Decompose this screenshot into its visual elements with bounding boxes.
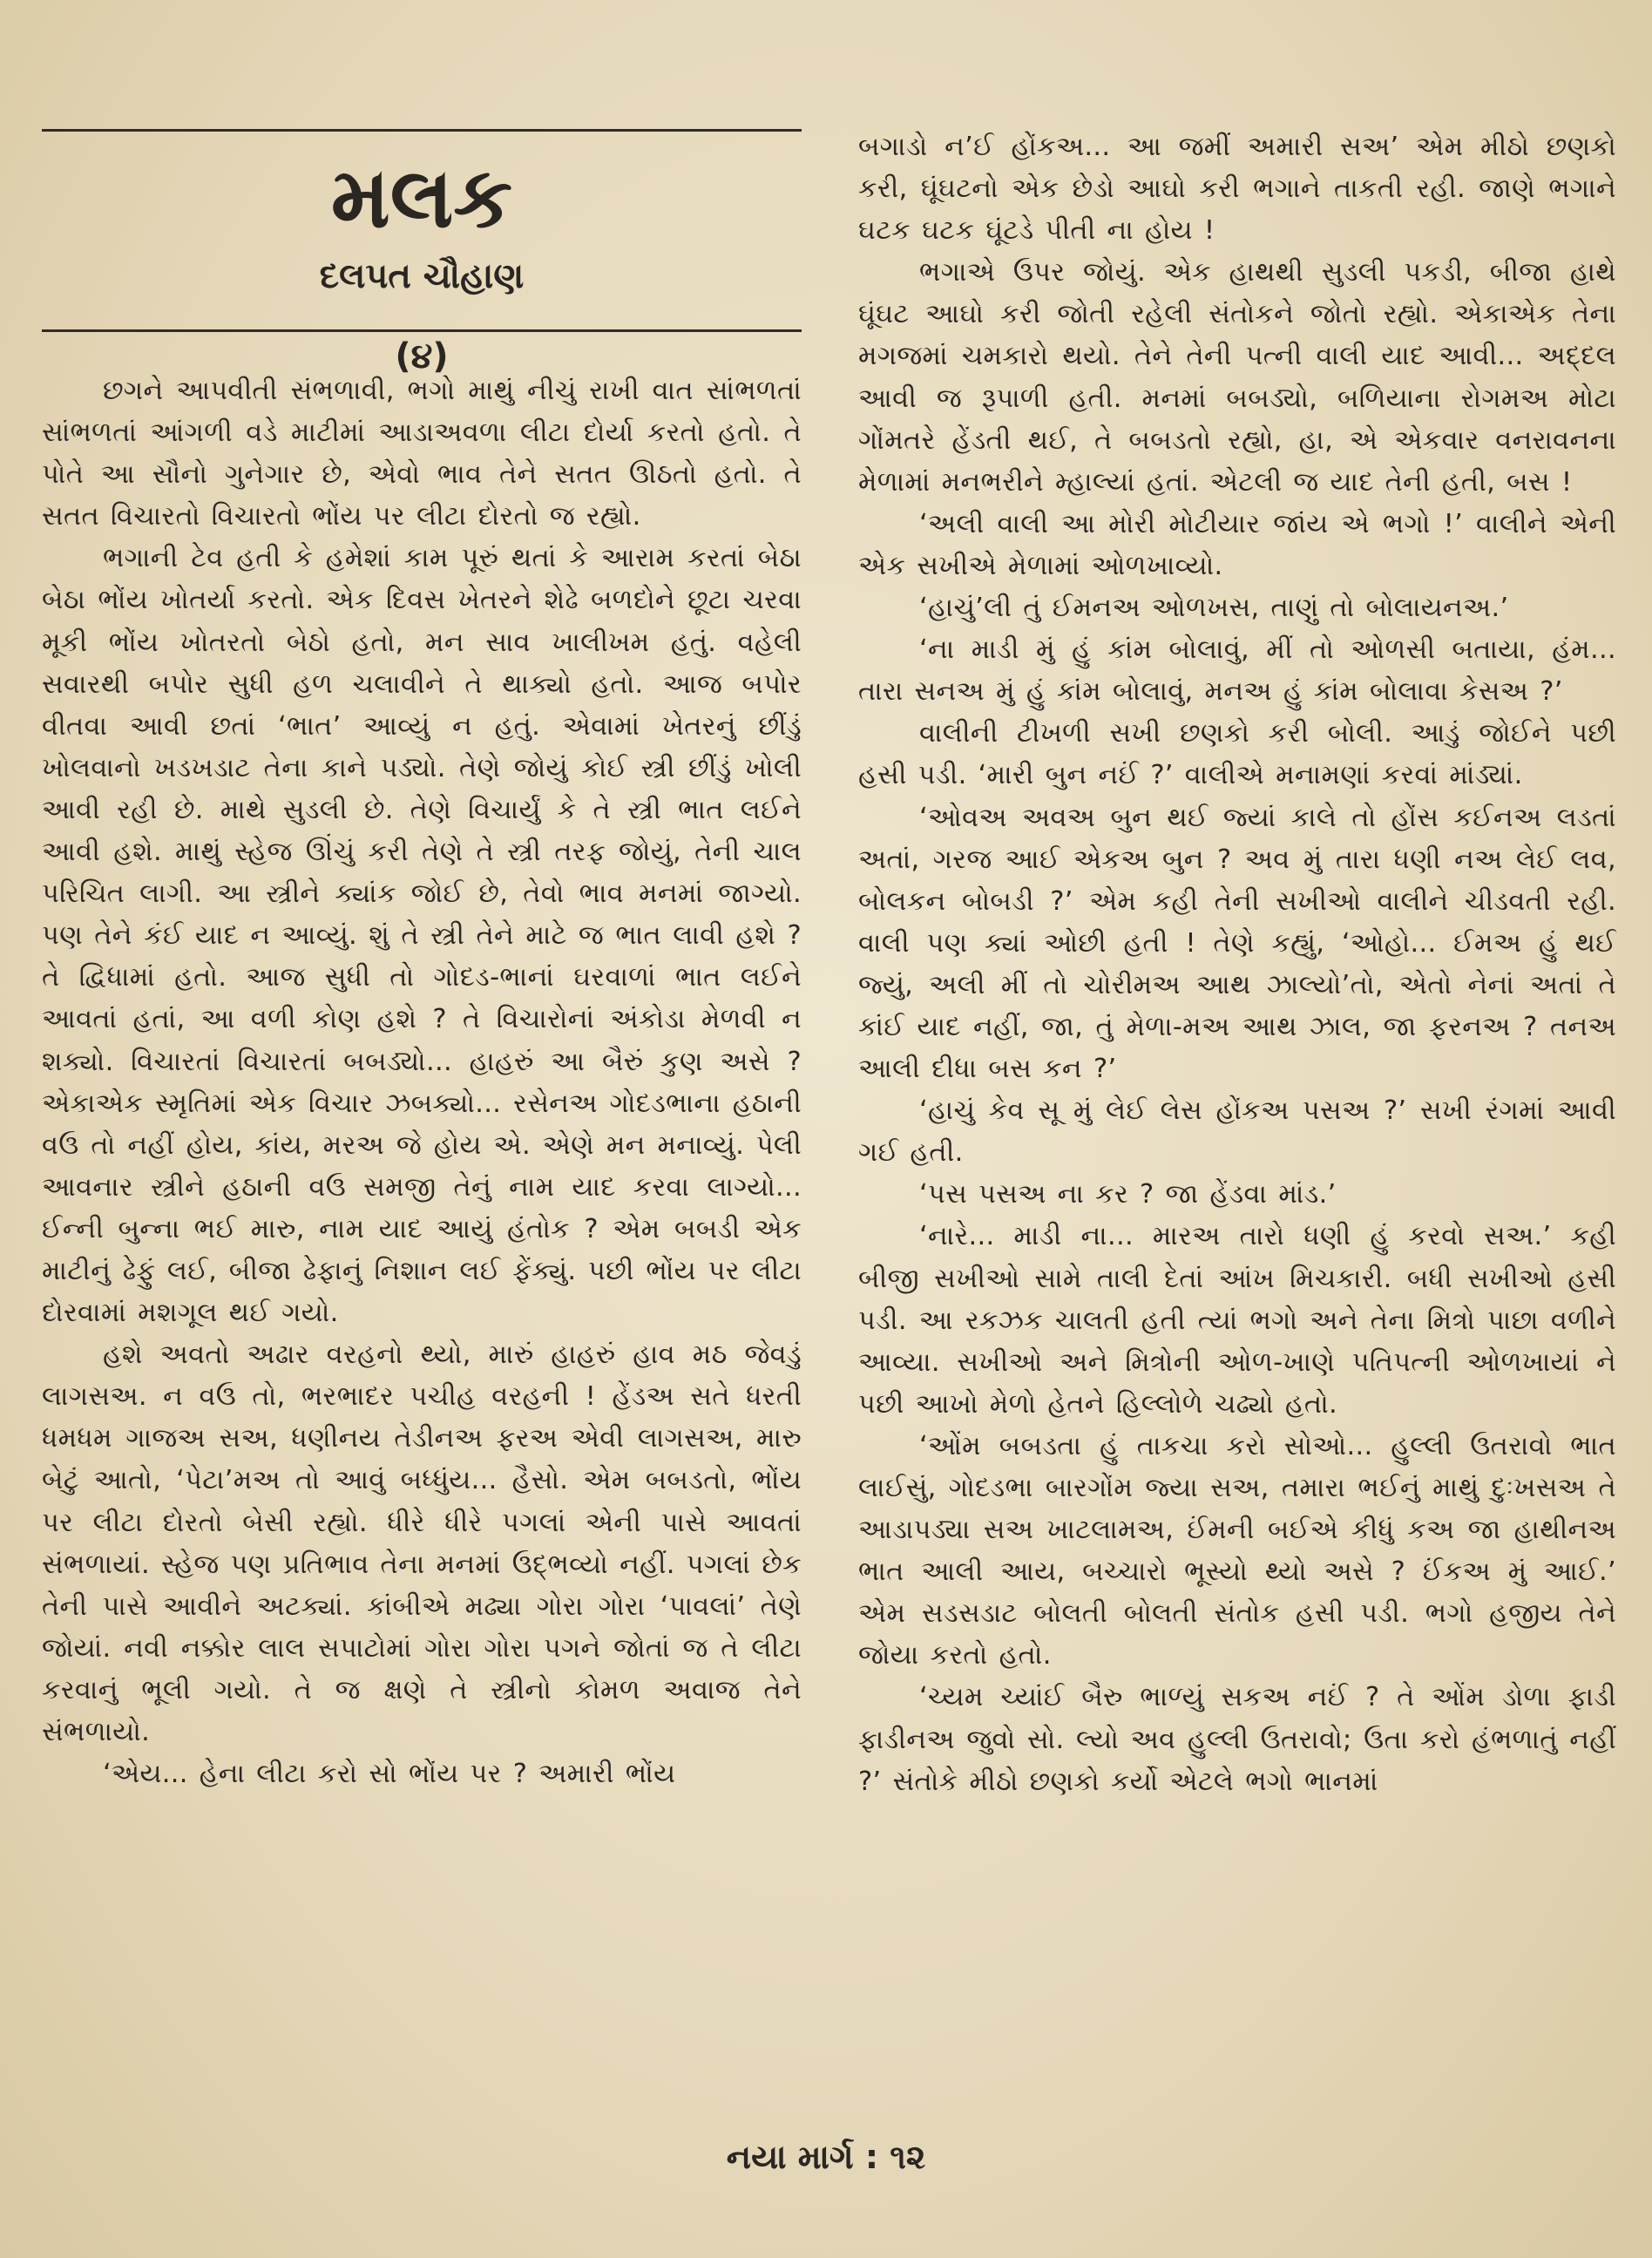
paragraph: હશે અવતો અઢાર વરહનો થ્યો, મારું હાહરું હાવ મઠ જેવડું લાગસઅ. ન વઉ તો, ભરભાદર પચીહ વરહની ! હેંડઅ સતે ધરતી ધમધમ ગાજઅ સઅ, ધણીનય તેડીનઅ ફરઅ એવી લાગસઅ, મારુ બેટું આતો, ‘પેટા’મઅ તો આવું બધ્ધુંય... હૈસો. એમ બબડતો, ભોંય પર લીટા દોરતો બેસી રહ્યો. ધીરે ધીરે પગલાં એની પાસે આવતાં સંભળાયાં. સ્હેજ પણ પ્રતિભાવ તેના મનમાં ઉદ્ભવ્યો નહીં. પગલાં છેક તેની પાસે આવીને અટક્યાં. કાંબીએ મઢ્યા ગોરા ગોરા ‘પાવલાં’ તેણે જોયાં. નવી નક્કોર લાલ સપાટોમાં ગોરા ગોરા પગને જોતાં જ તે લીટા કરવાનું ભૂલી ગયો. તે જ ક્ષણે તે સ્ત્રીનો કોમળ અવાજ તેને સંભળાયો. xyxy=(42,1339,802,1747)
article-title: મલક xyxy=(330,148,513,247)
paragraph: ‘ના માડી મું હું કાંમ બોલાવું, મીં તો ઓળસી બતાયા, હંમ... તારા સનઅ મું હું કાંમ બોલાવું, મનઅ હું કાંમ બોલાવા કેસઅ ?’ xyxy=(858,634,1616,708)
paragraph: ‘અલી વાલી આ મોરી મોટીયાર જાંય એ ભગો !’ વાલીને એની એક સખીએ મેળામાં ઓળખાવ્યો. xyxy=(858,508,1616,581)
title-rule xyxy=(42,329,802,332)
paragraph: બગાડો ન’ઈ હોંકઅ... આ જમીં અમારી સઅ’ એમ મીઠો છણકો કરી, ઘૂંઘટનો એક છેડો આઘો કરી ભગાને તાકતી રહી. જાણે ભગાને ઘટક ઘટક ઘૂંટડે પીતી ના હોય ! xyxy=(858,132,1616,247)
paragraph: ‘હાચું’લી તું ઈમનઅ ઓળખસ, તાણું તો બોલાયનઅ.’ xyxy=(919,593,1509,624)
paragraph: ભગાની ટેવ હતી કે હમેશાં કામ પૂરું થતાં કે આરામ કરતાં બેઠા બેઠા ભોંય ખોતર્યા કરતો. એક દિવસ ખેતરને શેઢે બળદોને છૂટા ચરવા મૂકી ભોંય ખોતરતો બેઠો હતો, મન સાવ ખાલીખમ હતું. વહેલી સવારથી બપોર સુધી હળ ચલાવીને તે થાક્યો હતો. આજ બપોર વીતવા આવી છતાં ‘ભાત’ આવ્યું ન હતું. એવામાં ખેતરનું છીંડું ખોલવાનો ખડખડાટ તેના કાને પડ્યો. તેણે જોયું કોઈ સ્ત્રી છીંડું ખોલી આવી રહી છે. માથે સુડલી છે. તેણે વિચાર્યું કે તે સ્ત્રી ભાત લઈને આવી હશે. માથું સ્હેજ ઊંચું કરી તેણે તે સ્ત્રી તરફ જોયું, તેની ચાલ પરિચિત લાગી. આ સ્ત્રીને ક્યાંક જોઈ છે, તેવો ભાવ મનમાં જાગ્યો. પણ તેને કંઈ યાદ ન આવ્યું. શું તે સ્ત્રી તેને માટે જ ભાત લાવી હશે ? તે દ્વિધામાં હતો. આજ સુધી તો ગોદડ-ભાનાં ઘરવાળાં ભાત લઈને આવતાં હતાં, આ વળી કોણ હશે ? તે વિચારોનાં અંકોડા મેળવી ન શક્યો. વિચારતાં વિચારતાં બબડ્યો... હાહરું આ બૈરું કુણ અસે ? એકાએક સ્મૃતિમાં એક વિચાર ઝબક્યો... રસેનઅ ગોદડભાના હઠાની વઉ તો નહીં હોય, કાંય, મરઅ જે હોય એ. એણે મન મનાવ્યું. પેલી આવનાર સ્ત્રીને હઠાની વઉ સમજી તેનું નામ યાદ કરવા લાગ્યો... ઈન્ની બુન્ના ભઈ મારુ, નામ યાદ આયું હંતોક ? એમ બબડી એક માટીનું ઢેફું લઈ, બીજા ઢેફાનું નિશાન લઈ ફેંક્યું. પછી ભોંય પર લીટા દોરવામાં મશગૂલ થઈ ગયો. xyxy=(42,543,802,1329)
top-rule xyxy=(42,129,802,132)
paragraph: ‘ઓવઅ અવઅ બુન થઈ જ્યાં કાલે તો હોંસ કઈનઅ લડતાં અતાં, ગરજ આઈ એકઅ બુન ? અવ મું તારા ધણી નઅ લેઈ લવ, બોલકન બોબડી ?’ એમ કહી તેની સખીઓ વાલીને ચીડવતી રહી. વાલી પણ ક્યાં ઓછી હતી ! તેણે કહ્યું, ‘ઓહો... ઈમઅ હું થઈ જ્યું, અલી મીં તો ચોરીમઅ આથ ઝાલ્યો’તો, એતો નેનાં અતાં તે કાંઈ યાદ નહીં, જા, તું મેળા-મઅ આથ ઝાલ, જા ફરનઅ ? તનઅ આલી દીધા બસ કન ?’ xyxy=(858,802,1616,1085)
page-footer: નયા માર્ગ : ૧૨ xyxy=(726,2138,926,2176)
right-column-text xyxy=(858,126,1616,1803)
paragraph: ‘નારે... માડી ના... મારઅ તારો ધણી હું કરવો સઅ.’ કહી બીજી સખીઓ સામે તાલી દેતાં આંખ મિચકારી. બધી સખીઓ હસી પડી. આ રકઝક ચાલતી હતી ત્યાં ભગો અને તેના મિત્રો પાછા વળીને આવ્યા. સખીઓ અને મિત્રોની ઓળ-ખાણે પતિપત્ની ઓળખાયાં ને પછી આખો મેળો હેતને હિલ્લોળે ચઢ્યો હતો. xyxy=(858,1221,1616,1420)
section-number: (૪) xyxy=(395,336,449,376)
paragraph: છગને આપવીતી સંભળાવી, ભગો માથું નીચું રાખી વાત સાંભળતાં સાંભળતાં આંગળી વડે માટીમાં આડાઅવળા લીટા દોર્યા કરતો હતો. તે પોતે આ સૌનો ગુનેગાર છે, એવો ભાવ તેને સતત ઊઠતો હતો. તે સતત વિચારતો વિચારતો ભોંય પર લીટા દોરતો જ રહ્યો. xyxy=(42,376,802,532)
paragraph: વાલીની ટીખળી સખી છણકો કરી બોલી. આડું જોઈને પછી હસી પડી. ‘મારી બુન નઈં ?’ વાલીએ મનામણાં કરવાં માંડ્યાં. xyxy=(858,718,1616,791)
paragraph: ‘ઓંમ બબડતા હું તાકચા કરો સોઓ... હુલ્લી ઉતરાવો ભાત લાઈસું, ગોદડભા બારગોંમ જ્યા સઅ, તમારા ભઈનું માથું દુઃખસઅ તે આડાપડ્યા સઅ ખાટલામઅ, ઈંમની બઈએ કીધું કઅ જા હાથીનઅ ભાત આલી આય, બચ્ચારો ભૂસ્યો થ્યો અસે ? ઈંકઅ મું આઈ.’ એમ સડસડાટ બોલતી બોલતી સંતોક હસી પડી. ભગો હજીય તેને જોયા કરતો હતો. xyxy=(858,1430,1616,1671)
paragraph: ભગાએ ઉપર જોયું. એક હાથથી સુડલી પકડી, બીજા હાથે ઘૂંઘટ આઘો કરી જોતી રહેલી સંતોકને જોતો રહ્યો. એકાએક તેના મગજમાં ચમકારો થયો. તેને તેની પત્ની વાલી યાદ આવી... અદ્દલ આવી જ રૂપાળી હતી. મનમાં બબડ્યો, બળિયાના રોગમઅ મોટા ગોંમતરે હેંડતી થઈ, તે બબડતો રહ્યો, હા, એ એકવાર વનરાવનના મેળામાં મનભરીને મ્હાલ્યાં હતાં. એટલી જ યાદ તેની હતી, બસ ! xyxy=(858,257,1616,498)
paragraph: ‘હાચું કેવ સૂ મું લેઈ લેસ હોંકઅ પસઅ ?’ સખી રંગમાં આવી ગઈ હતી. xyxy=(858,1095,1616,1169)
paragraph: ‘ચ્યમ ચ્યાંઈ બૈરુ ભાળ્યું સકઅ નઈં ? તે ઓંમ ડોળા ફાડી ફાડીનઅ જુવો સો. લ્યો અવ હુલ્લી ઉતરાવો; ઉતા કરો હંભળાતું નહીં ?’ સંતોકે મીઠો છણકો કર્યો એટલે ભગો ભાનમાં xyxy=(858,1682,1616,1797)
article-author: દલપત ચૌહાણ xyxy=(319,256,525,296)
paragraph: ‘પસ પસઅ ના કર ? જા હેંડવા માંડ.’ xyxy=(919,1179,1337,1210)
paragraph: ‘એય... હેના લીટા કરો સો ભોંય પર ? અમારી ભોંય xyxy=(103,1759,676,1790)
left-column-text xyxy=(42,370,802,1795)
